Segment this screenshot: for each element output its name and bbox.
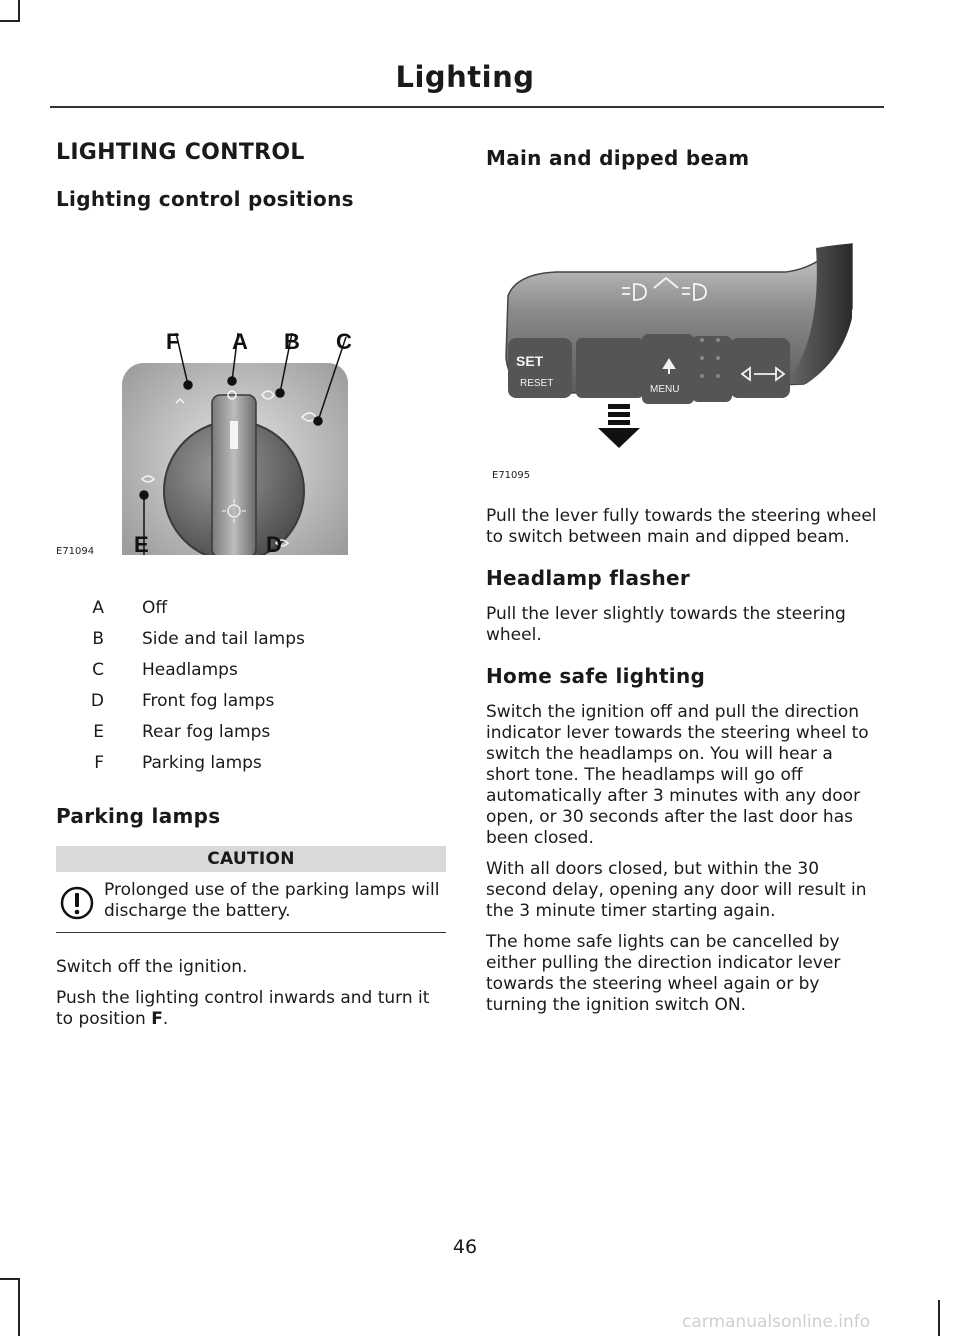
main-dipped-beam-title: Main and dipped beam [486, 146, 750, 170]
paragraph-suffix: . [162, 1009, 169, 1029]
callout-f: F [166, 329, 180, 354]
section-title: LIGHTING CONTROL [56, 140, 305, 165]
legend-label: Headlamps [142, 660, 238, 680]
home-safe-paragraph-1: Switch the ignition off and pull the direction indicator lever towards the steering wheel to switch the headlamps on. You will hear a short tone. The headlamps will go off automatically after 3 minutes with any door open, or 30 seconds after the last door has been closed. [486, 702, 869, 848]
subsection-title: Lighting control positions [56, 187, 354, 211]
legend-row [84, 753, 446, 784]
left-column-lower [56, 582, 446, 1040]
caution-heading: CAUTION [56, 846, 446, 872]
legend-key: F [94, 753, 104, 773]
legend-row [84, 691, 446, 722]
watermark: carmanualsonline.info [682, 1312, 871, 1332]
crop-mark-bottom-left-h [0, 1278, 20, 1280]
parking-lamps-title: Parking lamps [56, 804, 221, 828]
legend-label: Rear fog lamps [142, 722, 271, 742]
paragraph-text: Push the lighting control inwards and turn it to position [56, 988, 430, 1029]
callout-c: C [336, 329, 352, 354]
legend-row [84, 629, 446, 660]
lighting-switch-lower-callouts [56, 470, 446, 560]
header-rule [50, 106, 884, 108]
crop-mark-bottom-left-v [18, 1278, 20, 1336]
legend-key: E [93, 722, 104, 742]
crop-mark-top-left-v [18, 0, 20, 22]
headlamp-flasher-title: Headlamp flasher [486, 566, 691, 590]
crop-mark-bottom-right-v [938, 1300, 940, 1336]
home-safe-title: Home safe lighting [486, 664, 706, 688]
figure-code-left: E71094 [56, 546, 95, 557]
callout-b: B [284, 329, 300, 354]
right-text-block [486, 506, 880, 1016]
warning-icon [60, 886, 94, 920]
legend-label: Front fog lamps [142, 691, 275, 711]
legend-key: D [90, 691, 104, 711]
stalk-menu-label: MENU [650, 384, 680, 395]
paragraph-switch-off: Switch off the ignition. [56, 957, 248, 977]
legend-label: Side and tail lamps [142, 629, 305, 649]
position-reference: F [151, 1009, 163, 1029]
page-header-title: Lighting [395, 60, 535, 94]
right-column [486, 140, 880, 1026]
caution-box [56, 872, 446, 933]
stalk-reset-label: RESET [520, 378, 554, 389]
page-number: 46 [452, 1236, 478, 1258]
legend-row [84, 660, 446, 691]
callout-a: A [232, 329, 248, 354]
legend-key: B [92, 629, 104, 649]
legend-key: C [92, 660, 104, 680]
caution-text: Prolonged use of the parking lamps will discharge the battery. [104, 880, 440, 921]
crop-mark-top-left-h [0, 20, 20, 22]
stalk-figure [486, 188, 880, 478]
figure-code-right: E71095 [492, 470, 531, 478]
legend-label: Off [142, 598, 168, 618]
position-legend [84, 598, 446, 784]
legend-label: Parking lamps [142, 753, 262, 773]
callout-e: E [134, 532, 149, 557]
paragraph-push-control [56, 988, 446, 1030]
headlamp-flasher-text: Pull the lever slightly towards the steering wheel. [486, 604, 846, 645]
home-safe-paragraph-2: With all doors closed, but within the 30 second delay, opening any door will result in the 3 minute timer starting again. [486, 859, 867, 921]
stalk-set-label: SET [516, 353, 544, 369]
home-safe-paragraph-3: The home safe lights can be cancelled by either pulling the direction indicator lever towards the steering wheel again or by turning the ignition switch ON. [486, 932, 841, 1015]
main-beam-text: Pull the lever fully towards the steering wheel to switch between main and dipped beam. [486, 506, 877, 547]
legend-key: A [92, 598, 104, 618]
stalk-illustration [486, 188, 880, 478]
legend-row [84, 598, 446, 629]
legend-row [84, 722, 446, 753]
callout-d: D [266, 532, 282, 557]
